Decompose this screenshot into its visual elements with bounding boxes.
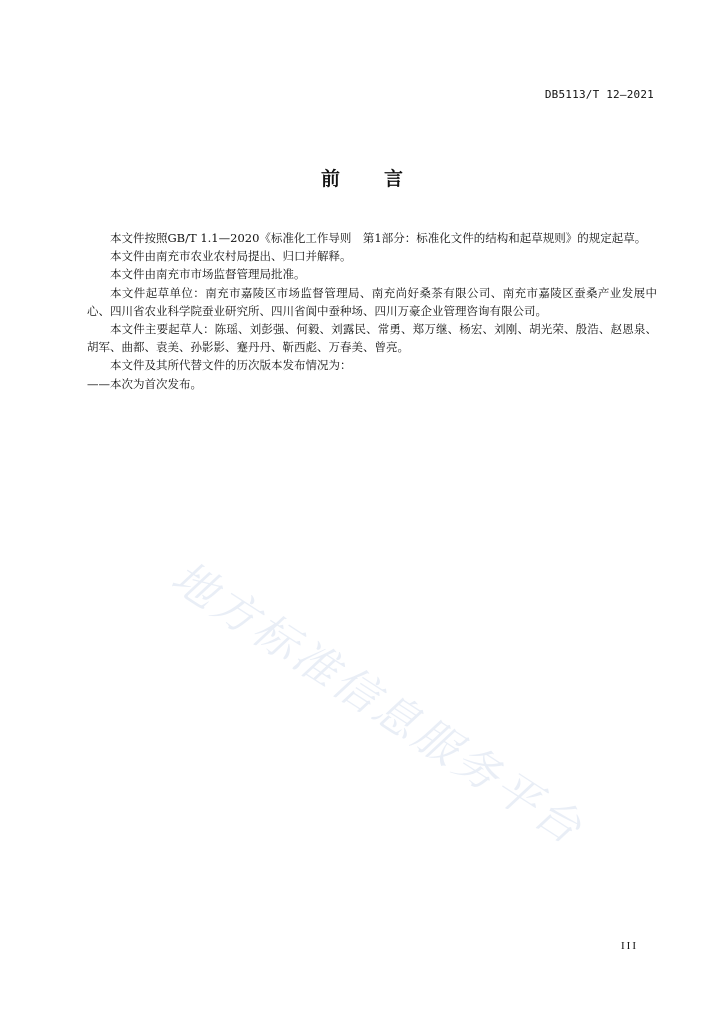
document-code: DB5113/T 12—2021 (544, 88, 654, 101)
foreword-paragraph: 本文件起草单位：南充市嘉陵区市场监督管理局、南充尚好桑茶有限公司、南充市嘉陵区蚕桑产业发展中心、四川省农业科学院蚕业研究所、四川省阆中蚕种场、四川万豪企业管理咨询有限公司。 (87, 285, 657, 318)
page-number: III (621, 940, 638, 952)
foreword-paragraph: 本文件主要起草人：陈瑶、刘彭强、何毅、刘露民、常勇、郑万继、杨宏、刘刚、胡光荣、殷浩、赵恩泉、胡军、曲都、袁美、孙影影、蹇丹丹、靳西彪、万春美、曾亮。 (87, 322, 657, 355)
foreword-paragraph: 本文件由南充市市场监督管理局批准。 (110, 267, 306, 282)
foreword-paragraph: 本文件由南充市农业农村局提出、归口并解释。 (110, 249, 352, 264)
watermark: 地方标准信息服务平台 (162, 551, 593, 856)
foreword-paragraph: 本文件按照GB/T 1.1—2020《标准化工作导则 第1部分：标准化文件的结构和起草规则》的规定起草。 (110, 231, 647, 245)
foreword-paragraph: 本文件及其所代替文件的历次版本发布情况为： (110, 358, 352, 373)
page-title: 前言 (320, 168, 447, 190)
foreword-paragraph: ——本次为首次发布。 (87, 376, 202, 391)
foreword-body (87, 229, 657, 393)
